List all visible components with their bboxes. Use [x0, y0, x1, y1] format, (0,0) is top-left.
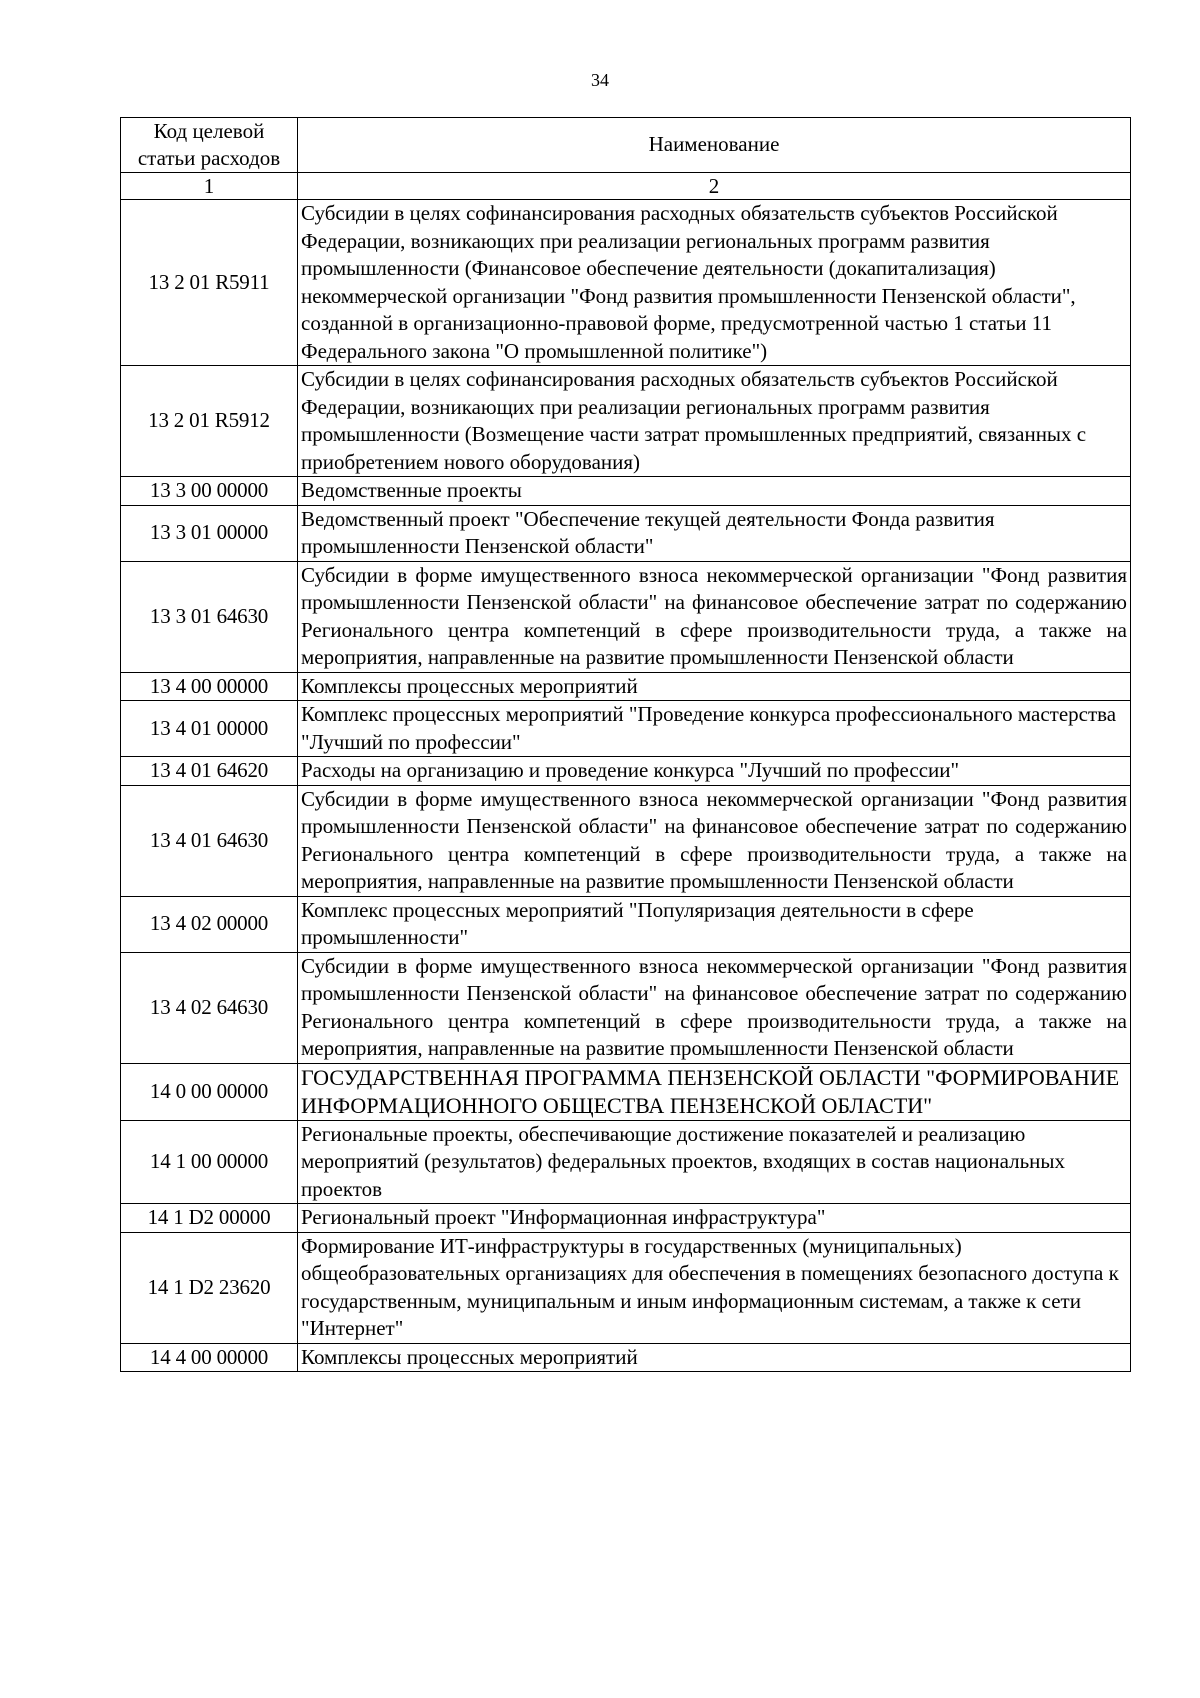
row-code: 14 1 D2 00000: [121, 1204, 298, 1233]
row-name: Субсидии в форме имущественного взноса некоммерческой организации "Фонд развития промышленности Пензенской области" на финансовое обеспечение затрат по содержанию Регионального центра компетенций в сфере производительности труда, а также на мероприятия, направленные на развитие промышленности Пензенской области: [298, 561, 1131, 672]
row-code: 13 4 01 64620: [121, 757, 298, 786]
table-header-row: [121, 118, 1131, 173]
row-name: Субсидии в форме имущественного взноса некоммерческой организации "Фонд развития промышленности Пензенской области" на финансовое обеспечение затрат по содержанию Регионального центра компетенций в сфере производительности труда, а также на мероприятия, направленные на развитие промышленности Пензенской области: [298, 952, 1131, 1063]
row-name: Комплекс процессных мероприятий "Проведение конкурса профессионального мастерства "Лучший по профессии": [298, 701, 1131, 757]
budget-classification-table: [120, 117, 1131, 1372]
row-name: Ведомственные проекты: [298, 477, 1131, 506]
row-code: 13 4 02 64630: [121, 952, 298, 1063]
table-row: [121, 477, 1131, 506]
page-number: 34: [591, 70, 609, 90]
table-row: [121, 1232, 1131, 1343]
row-code: 13 2 01 R5911: [121, 200, 298, 366]
row-name: Региональные проекты, обеспечивающие достижение показателей и реализацию мероприятий (результатов) федеральных проектов, входящих в состав национальных проектов: [298, 1120, 1131, 1204]
table-row: [121, 200, 1131, 366]
column-number-row: [121, 173, 1131, 200]
row-code: 13 4 00 00000: [121, 672, 298, 701]
row-name: Комплексы процессных мероприятий: [298, 1343, 1131, 1372]
table-row: [121, 785, 1131, 896]
row-name: Комплексы процессных мероприятий: [298, 672, 1131, 701]
header-code: Код целевой статьи расходов: [121, 118, 298, 173]
row-name: Региональный проект "Информационная инфраструктура": [298, 1204, 1131, 1233]
table-row: [121, 952, 1131, 1063]
row-code: 13 3 00 00000: [121, 477, 298, 506]
row-code: 14 4 00 00000: [121, 1343, 298, 1372]
row-code: 13 2 01 R5912: [121, 366, 298, 477]
column-number: 1: [121, 173, 298, 200]
table-row: [121, 366, 1131, 477]
table-row: [121, 505, 1131, 561]
row-code: 14 1 D2 23620: [121, 1232, 298, 1343]
row-code: 13 4 01 00000: [121, 701, 298, 757]
header-name: Наименование: [298, 118, 1131, 173]
table-row: [121, 757, 1131, 786]
row-code: 13 3 01 00000: [121, 505, 298, 561]
table-row: [121, 1063, 1131, 1120]
row-name: Субсидии в форме имущественного взноса некоммерческой организации "Фонд развития промышленности Пензенской области" на финансовое обеспечение затрат по содержанию Регионального центра компетенций в сфере производительности труда, а также на мероприятия, направленные на развитие промышленности Пензенской области: [298, 785, 1131, 896]
row-code: 13 4 01 64630: [121, 785, 298, 896]
column-number: 2: [298, 173, 1131, 200]
row-name: Ведомственный проект "Обеспечение текущей деятельности Фонда развития промышленности Пензенской области": [298, 505, 1131, 561]
row-name: Субсидии в целях софинансирования расходных обязательств субъектов Российской Федерации, возникающих при реализации региональных программ развития промышленности (Возмещение части затрат промышленных предприятий, связанных с приобретением нового оборудования): [298, 366, 1131, 477]
table-row: [121, 896, 1131, 952]
table-row: [121, 561, 1131, 672]
row-name: ГОСУДАРСТВЕННАЯ ПРОГРАММА ПЕНЗЕНСКОЙ ОБЛАСТИ "ФОРМИРОВАНИЕ ИНФОРМАЦИОННОГО ОБЩЕСТВА ПЕНЗЕНСКОЙ ОБЛАСТИ": [298, 1063, 1131, 1120]
row-name: Расходы на организацию и проведение конкурса "Лучший по профессии": [298, 757, 1131, 786]
table-row: [121, 672, 1131, 701]
table-row: [121, 1120, 1131, 1204]
table-row: [121, 1343, 1131, 1372]
row-code: 13 4 02 00000: [121, 896, 298, 952]
table-row: [121, 1204, 1131, 1233]
row-code: 13 3 01 64630: [121, 561, 298, 672]
table-row: [121, 701, 1131, 757]
row-name: Формирование ИТ-инфраструктуры в государственных (муниципальных) общеобразовательных организациях для обеспечения в помещениях безопасного доступа к государственным, муниципальным и иным информационным системам, а также к сети "Интернет": [298, 1232, 1131, 1343]
row-name: Комплекс процессных мероприятий "Популяризация деятельности в сфере промышленности": [298, 896, 1131, 952]
row-code: 14 0 00 00000: [121, 1063, 298, 1120]
row-code: 14 1 00 00000: [121, 1120, 298, 1204]
row-name: Субсидии в целях софинансирования расходных обязательств субъектов Российской Федерации, возникающих при реализации региональных программ развития промышленности (Финансовое обеспечение деятельности (докапитализация) некоммерческой организации "Фонд развития промышленности Пензенской области", созданной в организационно-правовой форме, предусмотренной частью 1 статьи 11 Федерального закона "О промышленной политике"): [298, 200, 1131, 366]
